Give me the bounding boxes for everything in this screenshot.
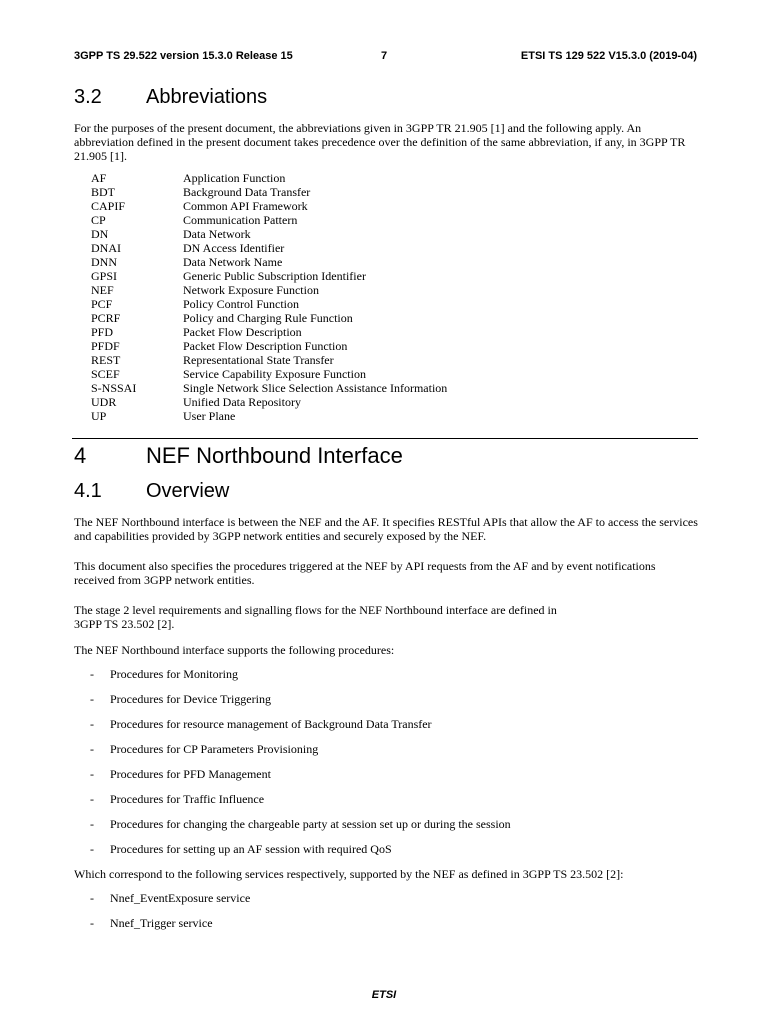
abbreviation-term: UDR — [91, 395, 117, 409]
page-header — [74, 50, 697, 66]
abbreviation-definition: Unified Data Repository — [183, 395, 301, 409]
heading-4 — [74, 443, 403, 469]
abbreviation-row — [91, 283, 447, 297]
heading-4-number: 4 — [74, 443, 87, 468]
abbreviation-definition: Service Capability Exposure Function — [183, 367, 366, 381]
abbreviation-term: NEF — [91, 283, 114, 297]
abbreviation-row — [91, 199, 447, 213]
abbreviation-row — [91, 353, 447, 367]
abbreviation-row — [91, 255, 447, 269]
bullet-dash: - — [90, 817, 94, 831]
procedure-text: Procedures for resource management of Background Data Transfer — [110, 717, 432, 731]
heading-3-2-title: Abbreviations — [146, 86, 268, 108]
abbreviation-definition: Packet Flow Description Function — [183, 339, 348, 353]
procedure-text: Procedures for PFD Management — [110, 767, 271, 781]
abbreviation-row — [91, 241, 447, 255]
service-text: Nnef_EventExposure service — [110, 891, 251, 905]
abbreviation-term: S-NSSAI — [91, 381, 137, 395]
page-footer: ETSI — [371, 989, 397, 1001]
procedure-text: Procedures for setting up an AF session with required QoS — [110, 842, 392, 856]
abbreviation-definition: Data Network — [183, 227, 251, 241]
abbreviation-definition: User Plane — [183, 409, 236, 423]
abbreviation-term: DNAI — [91, 241, 121, 255]
overview-paragraph-1: The NEF Northbound interface is between the NEF and the AF. It specifies RESTful APIs that allow the AF to access the services and capabilities provided by 3GPP network entities and securely exposed by the NEF. — [74, 515, 698, 543]
abbreviation-row — [91, 311, 447, 325]
section-divider — [72, 438, 698, 439]
abbreviation-row — [91, 395, 447, 409]
service-list-item — [90, 891, 250, 905]
abbreviation-definition: Policy and Charging Rule Function — [183, 311, 353, 325]
heading-4-title: NEF Northbound Interface — [146, 443, 403, 468]
procedure-list-item — [90, 842, 392, 856]
abbreviation-term: PCRF — [91, 311, 121, 325]
abbreviation-list — [91, 171, 447, 423]
abbreviation-term: PFDF — [91, 339, 120, 353]
abbreviation-row — [91, 171, 447, 185]
abbreviation-term: AF — [91, 171, 107, 185]
abbreviation-definition: Communication Pattern — [183, 213, 298, 227]
abbreviation-term: CP — [91, 213, 106, 227]
overview-paragraph-5: Which correspond to the following services respectively, supported by the NEF as defined in 3GPP TS 23.502 [2]: — [74, 867, 624, 881]
header-page-number: 7 — [381, 50, 388, 62]
abbreviation-definition: Single Network Slice Selection Assistance Information — [183, 381, 448, 395]
abbreviation-term: PCF — [91, 297, 113, 311]
procedure-text: Procedures for CP Parameters Provisioning — [110, 742, 319, 756]
abbreviation-definition: Packet Flow Description — [183, 325, 302, 339]
bullet-dash: - — [90, 842, 94, 856]
overview-paragraph-2: This document also specifies the procedures triggered at the NEF by API requests from the AF and by event notifications received from 3GPP network entities. — [74, 559, 656, 587]
abbreviation-definition: Representational State Transfer — [183, 353, 334, 367]
bullet-dash: - — [90, 891, 94, 905]
overview-paragraph-3-line-2: 3GPP TS 23.502 [2]. — [74, 617, 175, 631]
abbreviation-term: DN — [91, 227, 109, 241]
heading-4-1-number: 4.1 — [74, 480, 102, 502]
procedure-list-item — [90, 817, 511, 831]
bullet-dash: - — [90, 717, 94, 731]
abbreviation-row — [91, 325, 447, 339]
abbreviation-term: CAPIF — [91, 199, 126, 213]
abbreviation-term: BDT — [91, 185, 115, 199]
procedure-text: Procedures for Traffic Influence — [110, 792, 265, 806]
bullet-dash: - — [90, 692, 94, 706]
abbreviation-row — [91, 339, 447, 353]
abbreviation-row — [91, 409, 447, 423]
abbreviations-intro: For the purposes of the present document, the abbreviations given in 3GPP TR 21.905 [1] and the following apply. An abbreviation defined in the present document takes precedence over the definition of the same abbreviation, if any, in 3GPP TR 21.905 [1]. — [74, 121, 686, 163]
abbreviation-term: PFD — [91, 325, 114, 339]
procedure-list-item — [90, 667, 238, 681]
header-etsi-reference: ETSI TS 129 522 V15.3.0 (2019-04) — [520, 50, 697, 62]
abbreviation-definition: Data Network Name — [183, 255, 283, 269]
service-text: Nnef_Trigger service — [110, 916, 213, 930]
abbreviation-row — [91, 269, 447, 283]
overview-paragraph-4: The NEF Northbound interface supports the following procedures: — [74, 643, 395, 657]
abbreviation-definition: Application Function — [183, 171, 286, 185]
abbreviation-row — [91, 381, 447, 395]
heading-4-1-title: Overview — [146, 480, 230, 502]
abbreviation-row — [91, 213, 447, 227]
procedure-list-item — [90, 717, 432, 731]
abbreviation-row — [91, 227, 447, 241]
bullet-dash: - — [90, 792, 94, 806]
abbreviation-term: GPSI — [91, 269, 118, 283]
heading-4-1 — [74, 480, 229, 503]
procedure-text: Procedures for changing the chargeable party at session set up or during the session — [110, 817, 511, 831]
abbreviation-row — [91, 367, 447, 381]
heading-3-2 — [74, 86, 267, 109]
abbreviation-term: SCEF — [91, 367, 120, 381]
procedure-list-item — [90, 742, 318, 756]
abbreviation-term: UP — [91, 409, 107, 423]
overview-paragraph-3-line-1: The stage 2 level requirements and signalling flows for the NEF Northbound interface are defined in — [74, 603, 557, 617]
heading-3-2-number: 3.2 — [74, 86, 102, 108]
service-list-item — [90, 916, 213, 930]
abbreviation-row — [91, 297, 447, 311]
procedure-list-item — [90, 792, 264, 806]
abbreviation-term: REST — [91, 353, 121, 367]
abbreviation-definition: Generic Public Subscription Identifier — [183, 269, 366, 283]
bullet-dash: - — [90, 742, 94, 756]
abbreviation-definition: Background Data Transfer — [183, 185, 311, 199]
procedure-list-item — [90, 692, 271, 706]
abbreviation-row — [91, 185, 447, 199]
abbreviation-definition: Network Exposure Function — [183, 283, 319, 297]
procedure-list-item — [90, 767, 271, 781]
abbreviation-term: DNN — [91, 255, 117, 269]
procedure-text: Procedures for Monitoring — [110, 667, 238, 681]
abbreviation-definition: DN Access Identifier — [183, 241, 285, 255]
header-spec-version: 3GPP TS 29.522 version 15.3.0 Release 15 — [74, 50, 293, 62]
bullet-dash: - — [90, 916, 94, 930]
abbreviation-definition: Common API Framework — [183, 199, 308, 213]
abbreviation-definition: Policy Control Function — [183, 297, 300, 311]
bullet-dash: - — [90, 667, 94, 681]
bullet-dash: - — [90, 767, 94, 781]
procedure-text: Procedures for Device Triggering — [110, 692, 271, 706]
overview-paragraph-3 — [74, 603, 698, 631]
